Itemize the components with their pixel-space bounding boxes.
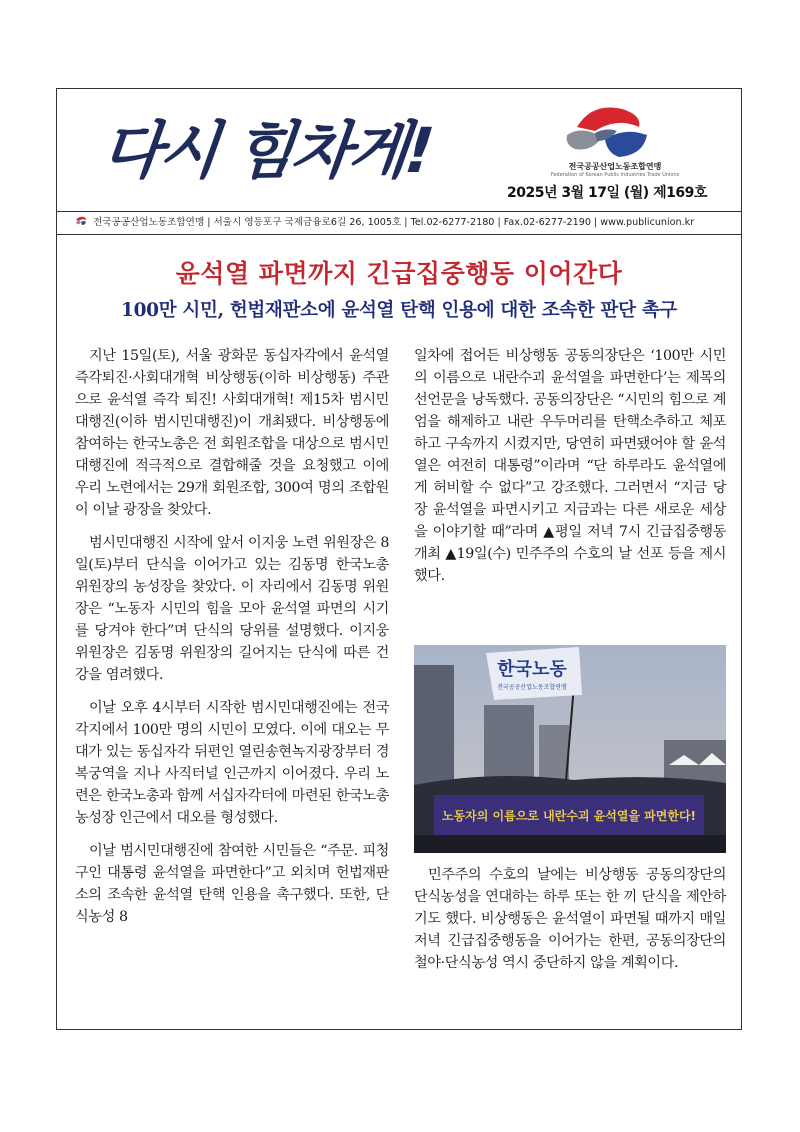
union-mini-logo-icon (75, 216, 87, 226)
rally-photo-image (414, 645, 726, 853)
article-left-column (75, 345, 389, 939)
article-subhead: 100만 시민, 헌법재판소에 윤석열 탄핵 인용에 대한 조속한 판단 촉구 (121, 300, 677, 321)
article-paragraph: 이날 오후 4시부터 시작한 범시민대행진에는 전국 각지에서 100만 명의 시민이 모였다. 이에 대오는 무대가 있는 동십자각 뒤편인 열린송현녹지광장부터 경복궁역을 지나 사직터널 인근까지 이어졌다. 우리 노련은 한국노총과 함께 서십자각터에 마련된 한국노총 농성장 인근에서 대오를 형성했다. (75, 700, 389, 826)
article-right-column (414, 345, 726, 598)
newsletter-page (56, 88, 742, 1030)
photo-flag-sub: 전국공공산업노동조합연맹 (497, 684, 567, 691)
article-paragraph: 일차에 접어든 비상행동 공동의장단은 ‘100만 시민의 이름으로 내란수괴 윤석열을 파면한다’는 제목의 선언문을 낭독했다. 공동의장단은 “시민의 힘으로 계엄을 해제하고 내란 우두머리를 탄핵소추하고 체포하고 구속까지 시켰지만, 당연히 파면됐어야 할 윤석열은 여전히 대통령”이라며 “단 하루라도 윤석열에게 허비할 수 없다”고 강조했다. 그러면서 “지금 당장 윤석열을 파면시키고 지금과는 다른 새로운 세상을 이야기할 때”라며 ▲평일 저녁 7시 긴급집중행동 개최 ▲19일(수) 민주주의 수호의 날 선포 등을 제시했다. (414, 348, 726, 584)
logo-org-name: 전국공공산업노동조합연맹 (568, 162, 662, 171)
masthead-title: 다시 힘차게! (98, 114, 435, 187)
article-paragraph: 범시민대행진 시작에 앞서 이지웅 노련 위원장은 8일(토)부터 단식을 이어가고 있는 김동명 한국노총 위원장의 농성장을 찾았다. 이 자리에서 김동명 위원장은 “노동자 시민의 힘을 모아 윤석열 파면의 시기를 당겨야 한다”며 단식의 당위를 설명했다. 이지웅 위원장은 김동명 위원장의 길어지는 단식에 따른 건강을 염려했다. (75, 535, 389, 683)
article-right-column-bottom (414, 864, 726, 985)
masthead (57, 89, 741, 211)
article-headline: 윤석열 파면까지 긴급집중행동 이어간다 (175, 259, 623, 288)
article-paragraph: 이날 범시민대행진에 참여한 시민들은 “주문. 피청구인 대통령 윤석열을 파면한다”고 외치며 헌법재판소의 조속한 윤석열 탄핵 인용을 촉구했다. 또한, 단식농성 8 (75, 843, 389, 925)
photo-banner-text: 노동자의 이름으로 내란수괴 윤석열을 파면한다! (441, 809, 697, 823)
union-logo-icon (547, 97, 667, 167)
rally-photo (414, 645, 726, 853)
contact-info-bar (57, 211, 741, 235)
logo-org-sub: Federation of Korean Public Industries Trade Unions (550, 172, 680, 178)
issue-date: 2025년 3월 17일 (월) 제169호 (507, 185, 707, 201)
article-paragraph: 민주주의 수호의 날에는 비상행동 공동의장단의 단식농성을 연대하는 하루 또는 한 끼 단식을 제안하기도 했다. 비상행동은 윤석열이 파면될 때까지 매일 저녁 긴급집중행동을 이어가는 한편, 공동의장단의 철야·단식농성 역시 중단하지 않을 계획이다. (414, 867, 726, 971)
contact-info-text: 전국공공산업노동조합연맹 | 서울시 영등포구 국제금융로6길 26, 1005호 | Tel.02-6277-2180 | Fax.02-6277-2190 | www.publicunion.kr (93, 217, 695, 228)
photo-flag-text: 한국노동 (497, 659, 567, 680)
article-paragraph: 지난 15일(토), 서울 광화문 동십자각에서 윤석열즉각퇴진·사회대개혁 비상행동(이하 비상행동) 주관으로 윤석열 즉각 퇴진! 사회대개혁! 제15차 범시민대행진(이하 범시민대행진)이 개최됐다. 비상행동에 참여하는 한국노총은 전 회원조합을 대상으로 범시민대행진에 적극적으로 결합해줄 것을 요청했고 이에 우리 노련에서는 29개 회원조합, 300여 명의 조합원이 이날 광장을 찾았다. (75, 348, 389, 518)
